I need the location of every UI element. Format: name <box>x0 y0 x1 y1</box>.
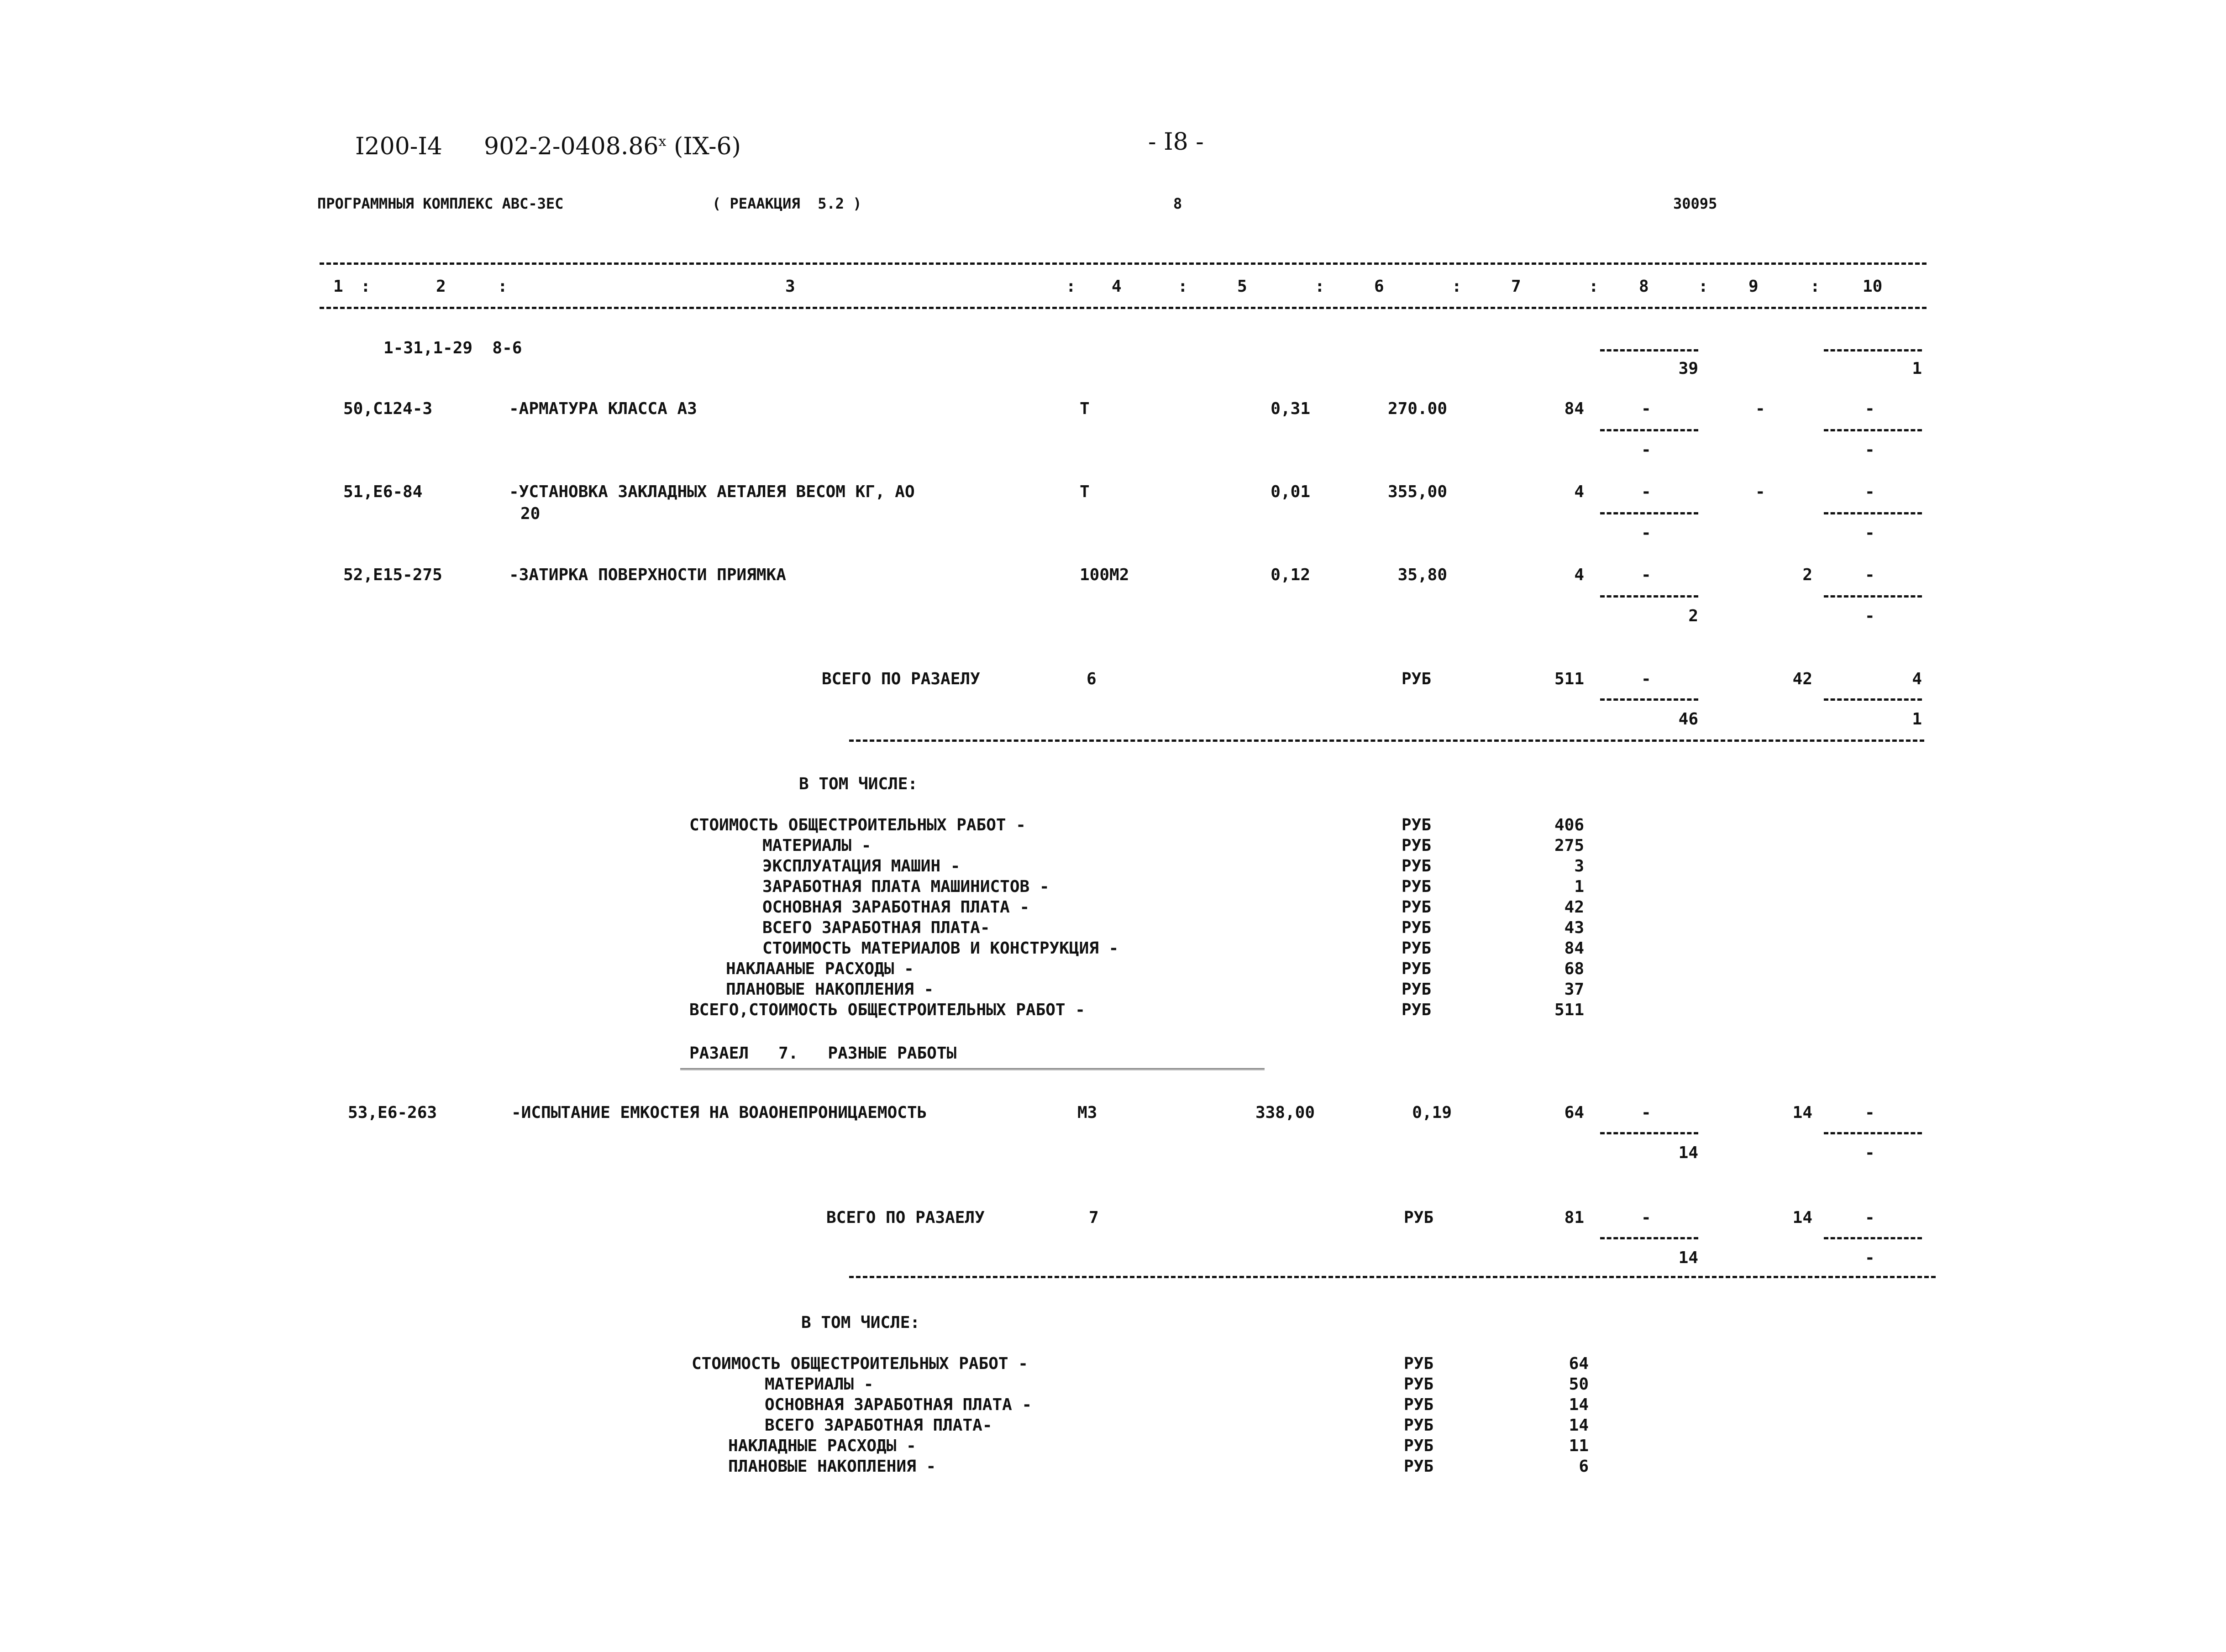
total-col8-bot: 14 <box>1678 1248 1698 1267</box>
row-col8-top: - <box>1641 399 1651 418</box>
total-col10-top: - <box>1865 1208 1875 1227</box>
cell-rule <box>1600 698 1698 701</box>
total-col9: 42 <box>1792 670 1812 688</box>
series-mark: x <box>658 133 667 150</box>
row-name: -ЗАТИРКА ПОВЕРХНОСТИ ПРИЯМКА <box>509 566 786 584</box>
breakdown-value: 511 <box>1554 1001 1584 1019</box>
row-col10-bot: - <box>1865 441 1875 459</box>
total-unit: РУБ <box>1404 1208 1434 1227</box>
cell-rule <box>1600 349 1698 351</box>
row-col10-top: - <box>1865 1103 1875 1122</box>
row-price: 35,80 <box>1397 566 1447 584</box>
col-6: 6 <box>1374 277 1384 296</box>
row-unit: М3 <box>1077 1103 1097 1122</box>
sheet-number: 8 <box>1173 195 1182 212</box>
section-rule <box>849 1276 1936 1278</box>
total-col10-top: 4 <box>1912 670 1922 688</box>
cell-rule <box>1824 595 1922 598</box>
program-title: ПРОГРАММНЫЯ КОМПЛЕКС АВС-3ЕС <box>317 195 564 212</box>
total-value: 81 <box>1564 1208 1584 1227</box>
job-number: 30095 <box>1673 195 1717 212</box>
col-2: 2 <box>436 277 446 296</box>
section-ref: 1-31,1-29 8-6 <box>383 339 522 357</box>
breakdown-label: ПЛАНОВЫЕ НАКОПЛЕНИЯ - <box>726 980 934 999</box>
row-col10-top: - <box>1865 566 1875 584</box>
col-1: 1 <box>333 277 343 296</box>
cell-rule <box>1600 1132 1698 1134</box>
breakdown-value: 11 <box>1569 1437 1589 1455</box>
cell-rule <box>1824 1237 1922 1239</box>
row-price: 0,19 <box>1412 1103 1452 1122</box>
row-col8-top: - <box>1641 566 1651 584</box>
cell-rule <box>1824 429 1922 431</box>
breakdown-value: 1 <box>1574 877 1584 896</box>
row-qty: 338,00 <box>1255 1103 1315 1122</box>
breakdown-label: СТОИМОСТЬ МАТЕРИАЛОВ И КОНСТРУКЦИЯ - <box>762 939 1119 958</box>
breakdown-label: ВСЕГО,СТОИМОСТЬ ОБЩЕСТРОИТЕЛЬНЫХ РАБОТ - <box>689 1001 1085 1019</box>
breakdown-value: 275 <box>1554 836 1584 855</box>
col-sep: : <box>1066 277 1076 296</box>
series-suffix: (IX-6) <box>673 133 741 160</box>
row-qty: 0,31 <box>1270 399 1310 418</box>
row-col10-top: - <box>1865 482 1875 501</box>
row-col10-bot: - <box>1865 524 1875 542</box>
breakdown-unit: РУБ <box>1402 918 1432 937</box>
row-price: 270.00 <box>1387 399 1447 418</box>
breakdown-unit: РУБ <box>1402 960 1432 978</box>
row-col8-top: - <box>1641 482 1651 501</box>
breakdown-value: 84 <box>1564 939 1584 958</box>
section-heading-underline <box>680 1068 1265 1070</box>
breakdown-value: 43 <box>1564 918 1584 937</box>
breakdown-value: 50 <box>1569 1375 1589 1394</box>
breakdown-label: ОСНОВНАЯ ЗАРАБОТНАЯ ПЛАТА - <box>762 898 1030 917</box>
page-number: - I8 - <box>1148 128 1204 156</box>
row-name: -АРМАТУРА КЛАССА А3 <box>509 399 697 418</box>
section-ref-col10: 1 <box>1912 359 1922 378</box>
col-sep: : <box>1178 277 1188 296</box>
breakdown-label: НАКЛААНЫЕ РАСХОДЫ - <box>726 960 914 978</box>
total-section-number: 7 <box>1089 1208 1099 1227</box>
total-col10-bot: - <box>1865 1248 1875 1267</box>
breakdown-label: ЭКСПЛУАТАЦИЯ МАШИН - <box>762 857 961 876</box>
breakdown-label: МАТЕРИАЛЫ - <box>765 1375 874 1394</box>
breakdown-unit: РУБ <box>1404 1375 1434 1394</box>
cell-rule <box>1824 1132 1922 1134</box>
col-sep: : <box>1698 277 1708 296</box>
total-col8-bot: 46 <box>1678 710 1698 729</box>
section-heading: РАЗАЕЛ 7. РАЗНЫЕ РАБОТЫ <box>689 1044 957 1063</box>
cell-rule <box>1600 595 1698 598</box>
row-price: 355,00 <box>1387 482 1447 501</box>
col-7: 7 <box>1511 277 1521 296</box>
total-col8-top: - <box>1641 1208 1651 1227</box>
total-section-number: 6 <box>1087 670 1097 688</box>
series-code <box>484 135 741 158</box>
row-unit: 100М2 <box>1080 566 1129 584</box>
row-qty: 0,12 <box>1270 566 1310 584</box>
col-sep: : <box>498 277 508 296</box>
doc-code: I200-I4 <box>355 133 442 160</box>
row-col9: 14 <box>1792 1103 1812 1122</box>
col-sep: : <box>1315 277 1325 296</box>
row-code: 50,С124-3 <box>343 399 433 418</box>
total-unit: РУБ <box>1402 670 1432 688</box>
including-label: В ТОМ ЧИСЛЕ: <box>801 1313 920 1332</box>
including-label: В ТОМ ЧИСЛЕ: <box>799 775 918 793</box>
row-col8-bot: - <box>1641 441 1651 459</box>
breakdown-value: 68 <box>1564 960 1584 978</box>
col-sep: : <box>1452 277 1462 296</box>
cell-rule <box>1824 698 1922 701</box>
row-total: 4 <box>1574 482 1584 501</box>
col-9: 9 <box>1748 277 1759 296</box>
breakdown-unit: РУБ <box>1402 816 1432 834</box>
row-col10-bot: - <box>1865 607 1875 625</box>
row-col10-bot: - <box>1865 1143 1875 1162</box>
row-code: 52,Е15-275 <box>343 566 442 584</box>
breakdown-unit: РУБ <box>1404 1457 1434 1476</box>
breakdown-value: 406 <box>1554 816 1584 834</box>
program-edition: ( РЕААКЦИЯ 5.2 ) <box>712 195 862 212</box>
breakdown-unit: РУБ <box>1402 939 1432 958</box>
col-4: 4 <box>1112 277 1122 296</box>
breakdown-label: ЗАРАБОТНАЯ ПЛАТА МАШИНИСТОВ - <box>762 877 1050 896</box>
breakdown-value: 37 <box>1564 980 1584 999</box>
breakdown-value: 6 <box>1579 1457 1589 1476</box>
row-name-cont: 20 <box>520 504 541 523</box>
cell-rule <box>1600 429 1698 431</box>
breakdown-value: 3 <box>1574 857 1584 876</box>
section-ref-col8: 39 <box>1678 359 1698 378</box>
breakdown-label: ОСНОВНАЯ ЗАРАБОТНАЯ ПЛАТА - <box>765 1395 1032 1414</box>
row-name: -УСТАНОВКА ЗАКЛАДНЫХ АЕТАЛЕЯ ВЕСОМ КГ, АО <box>509 482 915 501</box>
breakdown-value: 64 <box>1569 1354 1589 1373</box>
header-rule-bottom <box>320 307 1927 309</box>
breakdown-unit: РУБ <box>1402 857 1432 876</box>
col-sep: : <box>361 277 371 296</box>
breakdown-unit: РУБ <box>1404 1437 1434 1455</box>
col-3: 3 <box>785 277 795 296</box>
row-code: 53,Е6-263 <box>348 1103 437 1122</box>
cell-rule <box>1824 512 1922 514</box>
total-col8-top: - <box>1641 670 1651 688</box>
col-5: 5 <box>1237 277 1247 296</box>
total-value: 511 <box>1554 670 1584 688</box>
row-col9: 2 <box>1802 566 1812 584</box>
row-total: 4 <box>1574 566 1584 584</box>
breakdown-value: 42 <box>1564 898 1584 917</box>
col-10: 10 <box>1863 277 1883 296</box>
total-label: ВСЕГО ПО РАЗАЕЛУ <box>822 670 980 688</box>
row-name: -ИСПЫТАНИЕ ЕМКОСТЕЯ НА ВОАОНЕПРОНИЦАЕМОСТЬ <box>511 1103 927 1122</box>
breakdown-label: СТОИМОСТЬ ОБЩЕСТРОИТЕЛЬНЫХ РАБОТ - <box>689 816 1026 834</box>
breakdown-unit: РУБ <box>1402 877 1432 896</box>
row-unit: Т <box>1080 482 1090 501</box>
col-sep: : <box>1589 277 1599 296</box>
section-rule <box>849 739 1924 742</box>
series-number: 902-2-0408.86 <box>484 133 659 160</box>
breakdown-value: 14 <box>1569 1395 1589 1414</box>
header-rule-top <box>320 262 1927 265</box>
breakdown-label: ВСЕГО ЗАРАБОТНАЯ ПЛАТА- <box>765 1416 992 1435</box>
breakdown-value: 14 <box>1569 1416 1589 1435</box>
row-col10-top: - <box>1865 399 1875 418</box>
breakdown-label: ВСЕГО ЗАРАБОТНАЯ ПЛАТА- <box>762 918 990 937</box>
row-code: 51,Е6-84 <box>343 482 423 501</box>
row-col9: - <box>1755 482 1765 501</box>
row-qty: 0,01 <box>1270 482 1310 501</box>
breakdown-unit: РУБ <box>1404 1354 1434 1373</box>
breakdown-label: МАТЕРИАЛЫ - <box>762 836 872 855</box>
breakdown-unit: РУБ <box>1402 898 1432 917</box>
row-total: 84 <box>1564 399 1584 418</box>
cell-rule <box>1600 512 1698 514</box>
breakdown-unit: РУБ <box>1402 1001 1432 1019</box>
row-col8-bot: 2 <box>1688 607 1698 625</box>
breakdown-unit: РУБ <box>1404 1416 1434 1435</box>
breakdown-unit: РУБ <box>1404 1395 1434 1414</box>
breakdown-unit: РУБ <box>1402 836 1432 855</box>
row-col9: - <box>1755 399 1765 418</box>
row-total: 64 <box>1564 1103 1584 1122</box>
col-8: 8 <box>1639 277 1649 296</box>
breakdown-unit: РУБ <box>1402 980 1432 999</box>
cell-rule <box>1824 349 1922 351</box>
breakdown-label: ПЛАНОВЫЕ НАКОПЛЕНИЯ - <box>728 1457 936 1476</box>
total-col9: 14 <box>1792 1208 1812 1227</box>
total-label: ВСЕГО ПО РАЗАЕЛУ <box>826 1208 985 1227</box>
row-col8-bot: - <box>1641 524 1651 542</box>
breakdown-label: НАКЛАДНЫЕ РАСХОДЫ - <box>728 1437 916 1455</box>
row-col8-bot: 14 <box>1678 1143 1698 1162</box>
cell-rule <box>1600 1237 1698 1239</box>
breakdown-label: СТОИМОСТЬ ОБЩЕСТРОИТЕЛЬНЫХ РАБОТ - <box>692 1354 1028 1373</box>
total-col10-bot: 1 <box>1912 710 1922 729</box>
row-col8-top: - <box>1641 1103 1651 1122</box>
col-sep: : <box>1810 277 1820 296</box>
row-unit: Т <box>1080 399 1090 418</box>
